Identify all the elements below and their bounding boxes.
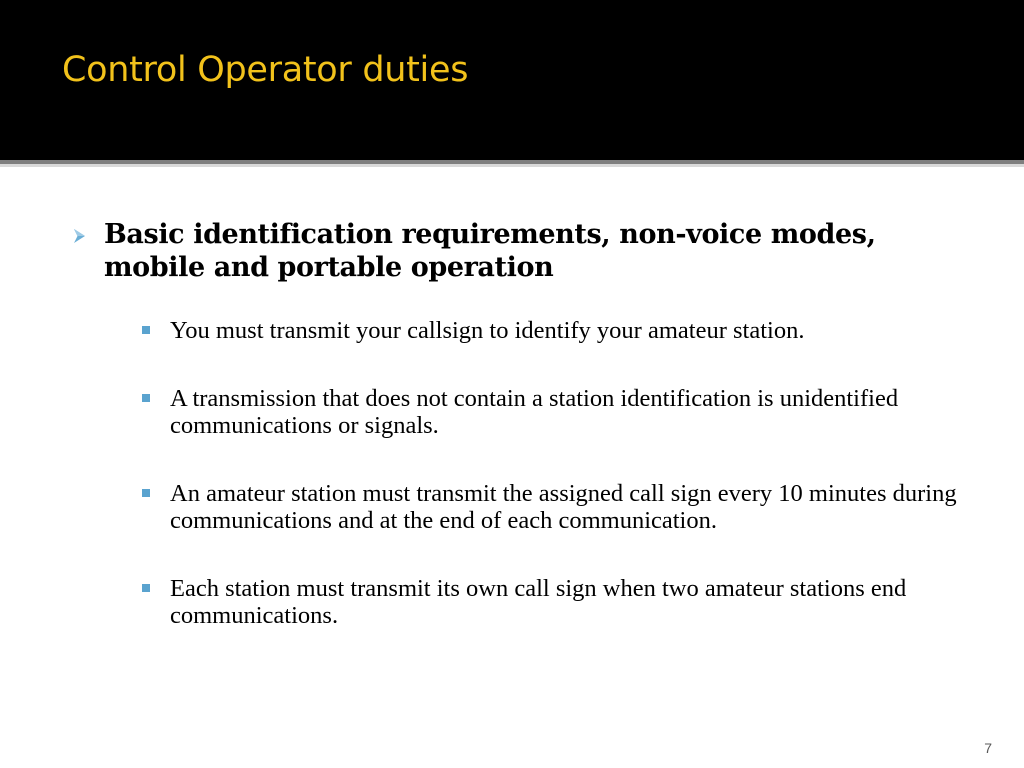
- sub-bullet-text: Each station must transmit its own call sign when two amateur stations end communications.: [170, 574, 907, 629]
- page-number: 7: [984, 740, 992, 756]
- sub-bullet-item: [104, 575, 960, 630]
- slide-body: [70, 218, 960, 670]
- arrow-bullet-icon: [70, 226, 90, 246]
- sub-bullet-item: [104, 317, 960, 345]
- title-bar: [0, 0, 1024, 160]
- sub-bullet-list: [104, 317, 960, 630]
- sub-bullet-text: An amateur station must transmit the assigned call sign every 10 minutes during communications and at the end of each communication.: [170, 479, 957, 534]
- title-divider-shadow: [0, 164, 1024, 167]
- square-bullet-icon: [142, 326, 150, 334]
- main-bullet: [70, 218, 960, 630]
- square-bullet-icon: [142, 489, 150, 497]
- slide-title: Control Operator duties: [62, 50, 469, 90]
- sub-bullet-text: A transmission that does not contain a station identification is unidentified communications or signals.: [170, 384, 899, 439]
- sub-bullet-text: You must transmit your callsign to identify your amateur station.: [170, 317, 805, 344]
- sub-bullet-item: [104, 480, 960, 535]
- main-bullet-text: Basic identification requirements, non-voice modes, mobile and portable operation: [104, 219, 876, 283]
- sub-bullet-item: [104, 385, 960, 440]
- square-bullet-icon: [142, 584, 150, 592]
- square-bullet-icon: [142, 394, 150, 402]
